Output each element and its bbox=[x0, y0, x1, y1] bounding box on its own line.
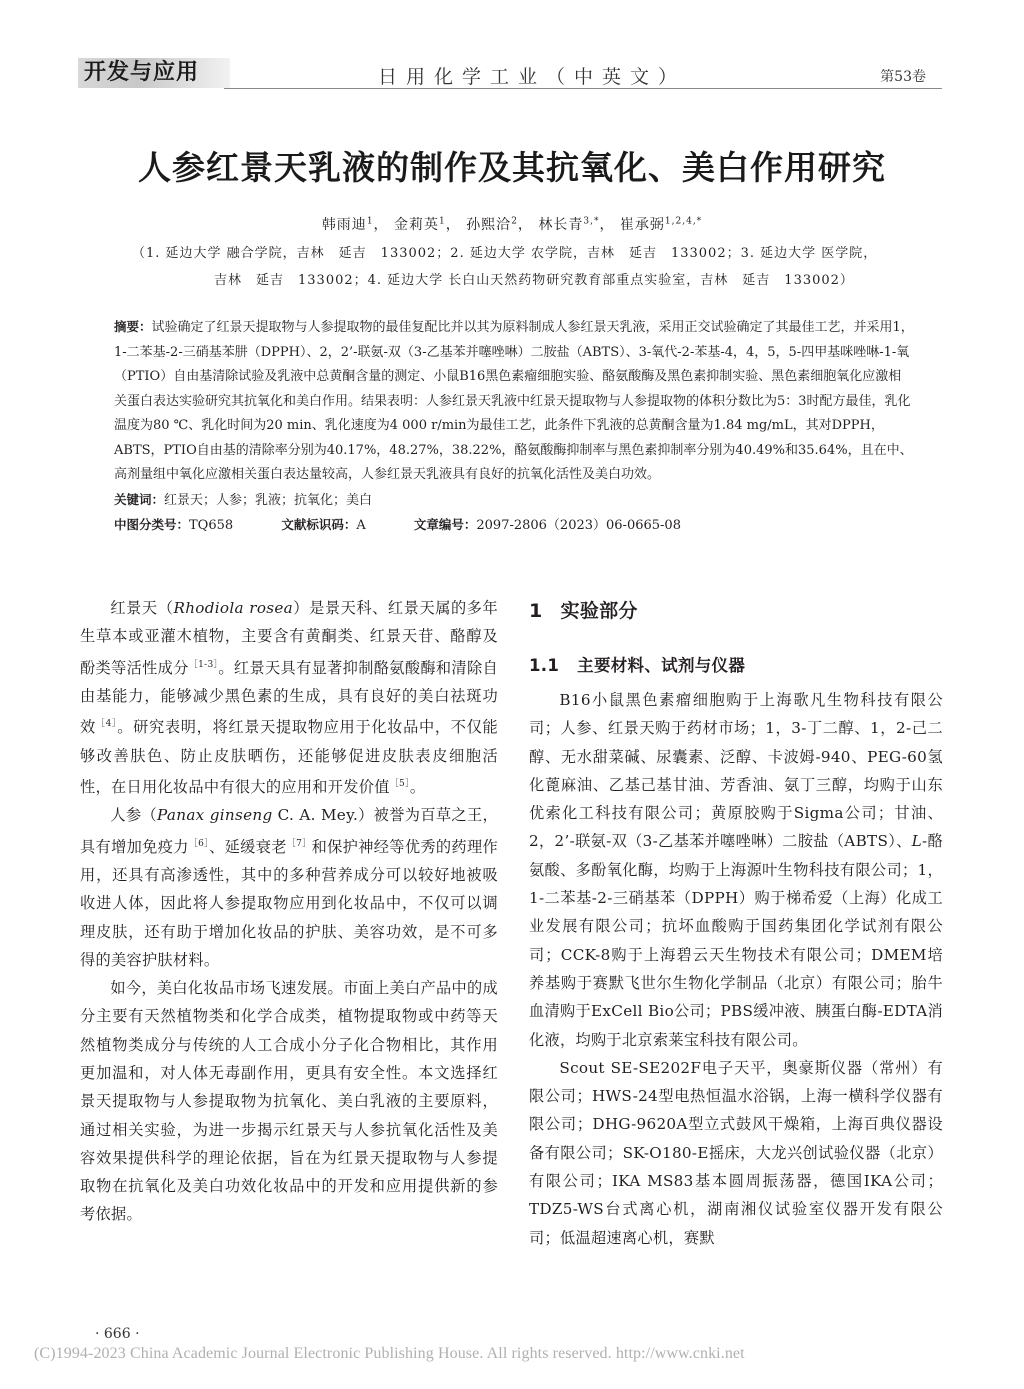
abstract-label: 摘要： bbox=[114, 319, 152, 334]
keywords-label: 关键词： bbox=[114, 491, 165, 507]
author: 孙熙洽$^2$ bbox=[466, 216, 518, 233]
right-column bbox=[529, 596, 943, 1252]
volume-label: 第53卷 bbox=[880, 69, 926, 85]
affiliation-line: （1. 延边大学 融合学院，吉林 延吉 133002；2. 延边大学 农学院，吉林 延吉 133002；3. 延边大学 医学院， bbox=[132, 246, 878, 261]
keywords-text: 红景天；人参；乳液；抗氧化；美白 bbox=[164, 492, 373, 508]
subsection-heading: 1.1 主要材料、试剂与仪器 bbox=[529, 656, 746, 675]
section-badge: 开发与应用 bbox=[78, 58, 230, 88]
author: 林长青$^{3,*}$ bbox=[538, 216, 600, 233]
citation: ［1-3］ bbox=[188, 659, 219, 670]
clc-number: 中图分类号：TQ658 bbox=[114, 517, 234, 533]
affiliations bbox=[132, 240, 902, 294]
abstract bbox=[114, 315, 914, 488]
left-column bbox=[80, 594, 498, 1229]
affiliation-line: 吉林 延吉 133002；4. 延边大学 长白山天然药物研究教育部重点实验室，吉林 延吉 133002） bbox=[214, 273, 854, 288]
article-title: 人参红景天乳液的制作及其抗氧化、美白作用研究 bbox=[138, 148, 886, 187]
keywords bbox=[114, 488, 914, 514]
page-number: · 666 · bbox=[95, 1326, 140, 1342]
paragraph-rhodiola: 红景天（Rhodiola rosea）是景天科、红景天属的多年生草本或亚灌木植物，主要含有黄酮类、红景天苷、酪醇及酚类等活性成分$^{[1-3]}$。红景天具有显著抑制酪氨酸酶和清除自由基能力，能够减少黑色素的生成，具有良好的美白祛斑功效$^{[4]}$。研究表明，将红景天提取物应用于化妆品中，不仅能够改善肤色、防止皮肤晒伤，还能够促进皮肤表皮细胞活性，在日用化妆品中有很大的应用和开发价值$^{[5]}$。 bbox=[80, 599, 498, 796]
author: 韩雨迪$^1$ bbox=[321, 216, 374, 233]
paragraph-materials: B16小鼠黑色素瘤细胞购于上海歌凡生物科技有限公司；人参、红景天购于药材市场；1，3-丁二醇、1，2-己二醇、无水甜菜碱、尿囊素、泛醇、卡波姆-940、PEG-60氢化蓖麻油、乙基己基甘油、芳香油、氨丁三醇，均购于山东优索化工科技有限公司；黄原胶购于Sigma公司；甘油、2，2’-联氨-双（3-乙基苯并噻唑啉）二胺盐（ABTS）、L-酪氨酸、多酚氧化酶，均购于上海源叶生物科技有限公司；1，1-二苯基-2-三硝基苯（DPPH）购于梯希爱（上海）化成工业发展有限公司；抗坏血酸购于国药集团化学试剂有限公司；CCK-8购于上海碧云天生物技术有限公司；DMEM培养基购于赛默飞世尔生物化学制品（北京）有限公司；胎牛血清购于ExCell Bio公司；PBS缓冲液、胰蛋白酶-EDTA消化液，均购于北京索莱宝科技有限公司。 bbox=[529, 691, 944, 1049]
author-list: 韩雨迪$^1$， 金莉英$^1$， 孙熙洽$^2$， 林长青$^{3,*}$， 崔承弼$^{1,2,4,*}$ bbox=[321, 216, 703, 233]
paragraph-market: 如今，美白化妆品市场飞速发展。市面上美白产品中的成分主要有天然植物类和化学合成类，植物提取物或中药等天然植物类成分与传统的人工合成小分子化合物相比，其作用更加温和，对人体无毒副作用，更具有安全性。本文选择红景天提取物与人参提取物为抗氧化、美白乳液的主要原料，通过相关实验，为进一步揭示红景天与人参抗氧化活性及美容效果提供科学的理论依据，旨在为红景天提取物与人参提取物在抗氧化及美白功效化妆品中的开发和应用提供新的参考依据。 bbox=[80, 979, 498, 1224]
citation: ［5］ bbox=[389, 778, 410, 789]
journal-name: 日用化学工业（中英文） bbox=[378, 66, 687, 88]
document-code: 文献标识码：A bbox=[281, 517, 366, 533]
citation: ［4］ bbox=[95, 719, 118, 730]
citation: ［6］ bbox=[188, 838, 210, 849]
author: 崔承弼$^{1,2,4,*}$ bbox=[619, 216, 703, 233]
abstract-block bbox=[114, 315, 914, 539]
citation: ［7］ bbox=[286, 838, 312, 849]
copyright-notice: (C)1994-2023 China Academic Journal Electronic Publishing House. All rights reserved. http://www.cnki.net bbox=[34, 1345, 745, 1362]
abstract-text: 试验确定了红景天提取物与人参提取物的最佳复配比并以其为原料制成人参红景天乳液，采用正交试验确定了其最佳工艺，并采用1，1-二苯基-2-三硝基苯肼（DPPH）、2，2’-联氨-双（3-乙基苯并噻唑啉）二胺盐（ABTS）、3-氧代-2-苯基-4，4，5，5-四甲基咪唑啉-1-氧（PTIO）自由基清除试验及乳液中总黄酮含量的测定、小鼠B16黑色素瘤细胞实验、酪氨酸酶及黑色素抑制实验、黑色素细胞氧化应激相关蛋白表达实验研究其抗氧化和美白作用。结果表明：人参红景天乳液中红景天提取物与人参提取物的体积分数比为5：3时配方最佳，乳化温度为80 ℃、乳化时间为20 min、乳化速度为4 000 r/min为最佳工艺，此条件下乳液的总黄酮含量为1.84 mg/mL，其对DPPH，ABTS，PTIO自由基的清除率分别为40.17%，48.27%，38.22%，酪氨酸酶抑制率与黑色素抑制率分别为40.49%和35.64%，且在中、高剂量组中氧化应激相关蛋白表达量较高，人参红景天乳液具有良好的抗氧化活性及美白功效。 bbox=[114, 320, 914, 482]
classification-row bbox=[114, 513, 914, 539]
paragraph-instruments: Scout SE-SE202F电子天平，奥豪斯仪器（常州）有限公司；HWS-24型电热恒温水浴锅，上海一横科学仪器有限公司；DHG-9620A型立式鼓风干燥箱，上海百典仪器设备有限公司；SK-O180-E摇床，大龙兴创试验仪器（北京）有限公司；IKA MS83基本圆周振荡器，德国IKA公司；TDZ5-WS台式离心机，湖南湘仪试验室仪器开发有限公司；低温超速离心机，赛默 bbox=[529, 1058, 943, 1247]
author: 金莉英$^1$ bbox=[394, 216, 446, 233]
paragraph-ginseng: 人参（Panax ginseng C. A. Mey.）被誉为百草之王，具有增加免疫力$^{[6]}$、延缓衰老$^{[7]}$和保护神经等优秀的药理作用，还具有高渗透性，其中的多种营养成分可以较好地被吸收进人体，因此将人参提取物应用到化妆品中，不仅可以调理皮肤，还有助于增加化妆品的护肤、美容功效，是不可多得的美容护肤材料。 bbox=[80, 806, 498, 969]
running-header bbox=[78, 56, 942, 90]
article-number: 文章编号：2097-2806（2023）06-0665-08 bbox=[413, 517, 681, 533]
section-heading: 1 实验部分 bbox=[529, 600, 638, 622]
